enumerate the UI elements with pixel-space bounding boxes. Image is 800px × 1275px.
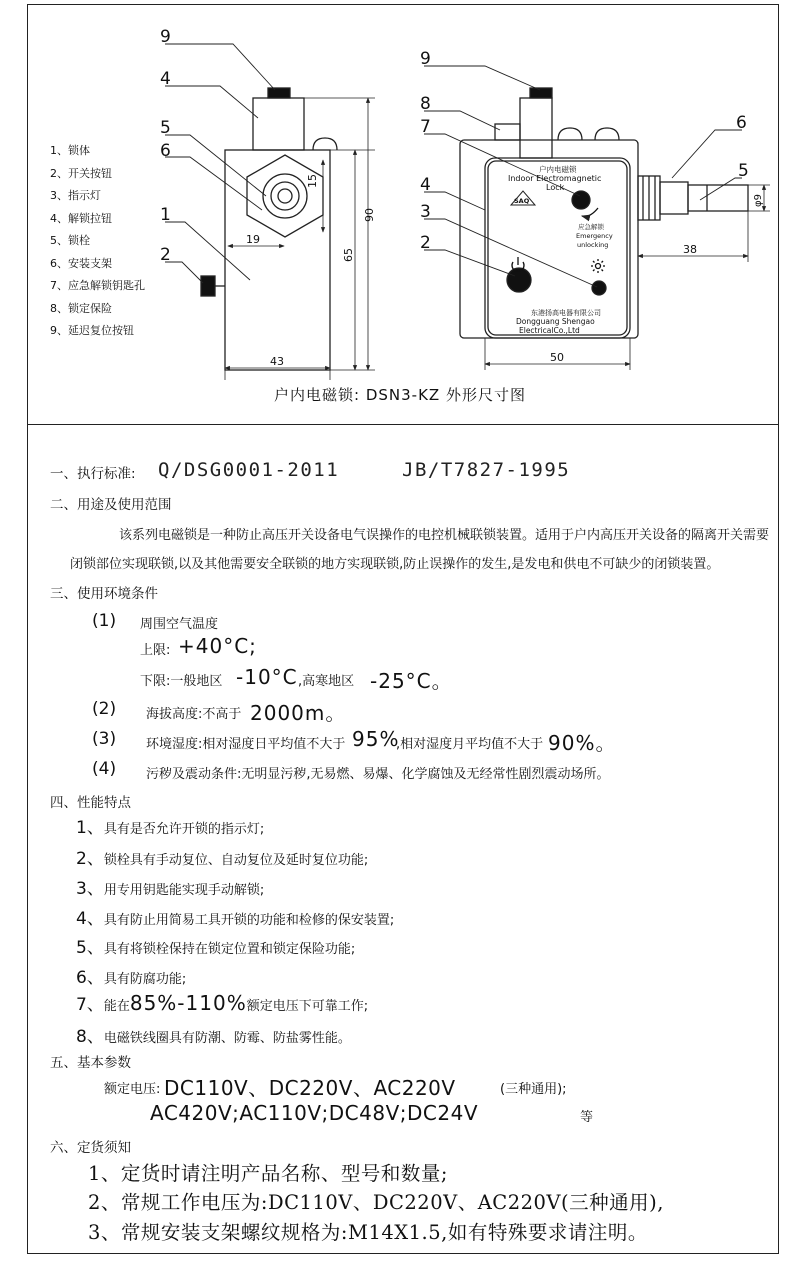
dim-65: 65 <box>342 248 355 262</box>
callout-4-left: 4 <box>160 69 171 89</box>
panel-title-en2: Lock <box>546 183 565 192</box>
voltage-line-2: AC420V;AC110V;DC48V;DC24V <box>150 1101 479 1125</box>
dim-50: 50 <box>550 351 564 364</box>
voltage-label: 额定电压: <box>104 1082 161 1097</box>
panel-emergency-cn: 应急解锁 <box>578 223 604 231</box>
legend-item: 7、应急解锁钥匙孔 <box>50 279 145 292</box>
callout-2-left: 2 <box>160 245 171 265</box>
order-note-2: 2、常规工作电压为:DC110V、DC220V、AC220V(三种通用), <box>88 1191 664 1214</box>
dim-19: 19 <box>246 233 260 246</box>
temp-lower-value-1: -10°C <box>236 665 298 689</box>
temp-lower-mid: ,高寒地区 <box>298 674 355 689</box>
feature-item: 2、锁栓具有手动复位、自动复位及延时复位功能; <box>76 849 369 869</box>
legend-item: 1、锁体 <box>50 144 90 157</box>
order-note-3: 3、常规安装支架螺纹规格为:M14X1.5,如有特殊要求请注明。 <box>88 1221 648 1244</box>
panel-title-cn: 户内电磁锁 <box>539 165 577 174</box>
standard-label: 一、执行标准: <box>50 466 136 482</box>
env-2-number: (2) <box>92 699 117 719</box>
callout-5-left: 5 <box>160 118 171 138</box>
env-1-number: (1) <box>92 611 117 631</box>
section-divider <box>27 424 779 425</box>
humidity-mid: ,相对湿度月平均值不大于 <box>396 737 544 752</box>
temp-lower-value-2: -25°C。 <box>370 669 453 693</box>
temp-upper-label: 上限: <box>140 643 171 658</box>
usage-line-1: 该系列电磁锁是一种防止高压开关设备电气误操作的电控机械联锁装置。适用于户内高压开关设备的隔离开关需要 <box>119 528 770 543</box>
feature-item: 3、用专用钥匙能实现手动解锁; <box>76 879 265 899</box>
legend-item: 8、锁定保险 <box>50 301 112 315</box>
dim-43: 43 <box>270 355 284 368</box>
feature-item: 4、具有防止用简易工具开锁的功能和检修的保安装置; <box>76 909 395 929</box>
standard-1: Q/DSG0001-2011 <box>158 459 340 481</box>
callout-1-left: 1 <box>160 205 171 225</box>
legend-item: 3、指示灯 <box>50 189 101 202</box>
parts-legend <box>50 140 145 343</box>
humidity-value-1: 95% <box>352 727 400 751</box>
callout-2-right: 2 <box>420 233 431 253</box>
panel-logo: SAQ <box>514 197 530 205</box>
panel-maker-cn: 东港扬高电器有限公司 <box>531 309 601 317</box>
usage-line-2: 闭锁部位实现联锁,以及其他需要安全联锁的地方实现联锁,防止误操作的发生,是发电和供电不可缺少的闭锁装置。 <box>70 557 720 572</box>
temp-lower-label: 下限:一般地区 <box>140 674 223 689</box>
section-3-title: 三、使用环境条件 <box>50 586 158 602</box>
panel-title-en1: Indoor Electromagnetic <box>508 174 602 183</box>
unlock-arrow-icon <box>582 208 598 216</box>
callout-5-right: 5 <box>738 161 749 181</box>
feature-item: 6、具有防腐功能; <box>76 968 187 988</box>
voltage-line-1: DC110V、DC220V、AC220V <box>164 1076 456 1100</box>
callout-9-right: 9 <box>420 49 431 69</box>
sun-icon <box>591 259 605 273</box>
callout-7-right: 7 <box>420 117 431 137</box>
callout-6-right: 6 <box>736 113 747 133</box>
callout-8-right: 8 <box>420 94 431 114</box>
voltage-line-1-note: (三种通用); <box>500 1082 567 1097</box>
dim-38: 38 <box>683 243 697 256</box>
env-1-label: 周围空气温度 <box>140 617 219 632</box>
pollution-text: 污秽及震动条件:无明显污秽,无易燃、易爆、化学腐蚀及无经常性剧烈震动场所。 <box>146 767 610 782</box>
callout-6-left: 6 <box>160 141 171 161</box>
section-5-title: 五、基本参数 <box>50 1055 131 1071</box>
env-3-number: (3) <box>92 729 117 749</box>
section-4-title: 四、性能特点 <box>50 795 131 811</box>
order-note-1: 1、定货时请注明产品名称、型号和数量; <box>88 1162 448 1185</box>
panel-maker-en1: Dongguang Shengao <box>516 317 595 326</box>
humidity-value-2: 90%。 <box>548 731 617 755</box>
panel-emergency-en2: unlocking <box>577 241 609 249</box>
feature-item-7: 7、能在85%-110%额定电压下可靠工作; <box>76 991 369 1015</box>
env-4-number: (4) <box>92 759 117 779</box>
feature-item: 1、具有是否允许开锁的指示灯; <box>76 818 265 838</box>
legend-item: 4、解锁拉钮 <box>50 211 112 225</box>
altitude-value: 2000m。 <box>250 701 347 725</box>
legend-item: 9、延迟复位按钮 <box>50 324 134 337</box>
callout-4-right: 4 <box>420 175 431 195</box>
dim-phi9: φ9 <box>753 194 764 207</box>
legend-item: 6、安装支架 <box>50 256 112 270</box>
panel-emergency-en1: Emergency <box>576 232 613 240</box>
section-2-title: 二、用途及使用范围 <box>50 497 172 513</box>
section-6-title: 六、定货须知 <box>50 1140 131 1156</box>
humidity-label: 环境湿度:相对湿度日平均值不大于 <box>146 737 346 752</box>
dim-90: 90 <box>363 208 376 222</box>
callout-9-left: 9 <box>160 27 171 47</box>
panel-maker-en2: ElectricalCo.,Ltd <box>519 326 580 335</box>
feature-item: 5、具有将锁栓保持在锁定位置和锁定保险功能; <box>76 938 356 958</box>
standard-2: JB/T7827-1995 <box>402 459 571 481</box>
temp-upper-value: +40°C; <box>178 634 257 658</box>
legend-item: 2、开关按钮 <box>50 166 112 180</box>
voltage-line-2-note: 等 <box>580 1110 594 1125</box>
drawing-caption: 户内电磁锁: DSN3-KZ 外形尺寸图 <box>274 386 526 404</box>
legend-item: 5、锁栓 <box>50 234 90 247</box>
feature-item-8: 8、电磁铁线圈具有防潮、防霉、防盐雾性能。 <box>76 1027 351 1047</box>
altitude-label: 海拔高度:不高于 <box>146 707 242 722</box>
dim-15: 15 <box>306 174 319 188</box>
callout-3-right: 3 <box>420 202 431 222</box>
